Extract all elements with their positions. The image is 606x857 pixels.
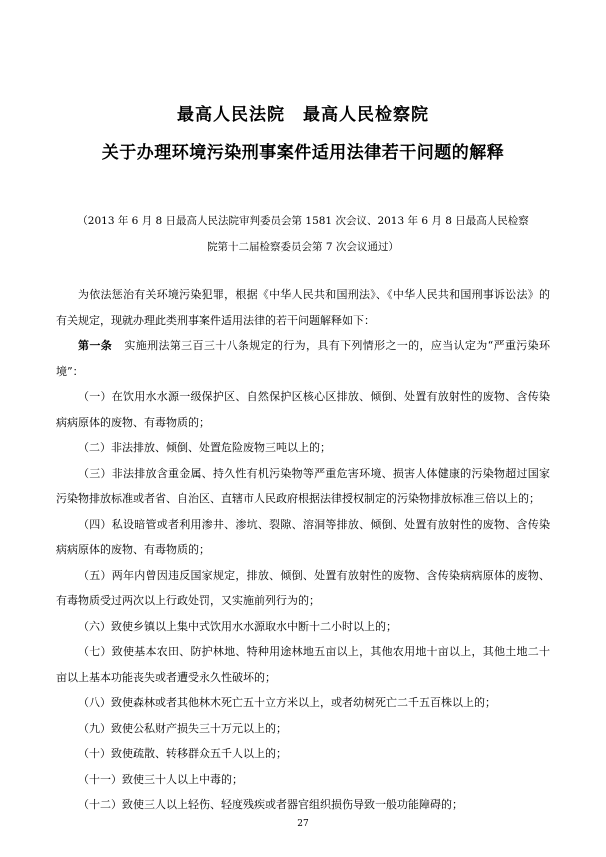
paragraph-text: （五）两年内曾因违反国家规定，排放、倾倒、处置有放射性的废物、含传染病病原体的废物、有毒物质受过两次以上行政处罚，又实施前列行为的； (56, 568, 550, 607)
paragraph-text: （七）致使基本农田、防护林地、特种用途林地五亩以上，其他农用地十亩以上，其他土地二十亩以上基本功能丧失或者遭受永久性破坏的； (56, 645, 550, 684)
paragraph-item-6 (56, 614, 550, 640)
paragraph-item-9 (56, 716, 550, 742)
paragraph-item-5 (56, 563, 550, 614)
paragraph-preamble (56, 282, 550, 333)
paragraph-item-3 (56, 461, 550, 512)
paragraph-item-12 (56, 792, 550, 818)
paragraph-text: 为依法惩治有关环境污染犯罪，根据《中华人民共和国刑法》、《中华人民共和国刑事诉讼法》的有关规定，现就办理此类刑事案件适用法律的若干问题解释如下： (56, 288, 550, 327)
paragraph-item-8 (56, 690, 550, 716)
paragraph-text: （九）致使公私财产损失三十万元以上的； (78, 721, 287, 735)
paragraph-text: （十）致使疏散、转移群众五千人以上的； (78, 747, 287, 760)
document-title (56, 96, 550, 172)
paragraph-text: （一）在饮用水水源一级保护区、自然保护区核心区排放、倾倒、处置有放射性的废物、含传染病病原体的废物、有毒物质的； (56, 390, 550, 429)
paragraph-item-10 (56, 741, 550, 767)
title-line-courts: 最高人民法院 最高人民检察院 (177, 105, 429, 125)
paragraph-text: 实施刑法第三百三十八条规定的行为，具有下列情形之一的，应当认定为“严重污染环境”： (56, 339, 551, 378)
paragraph-item-2 (56, 435, 550, 461)
title-line-subject: 关于办理环境污染刑事案件适用法律若干问题的解释 (101, 143, 505, 163)
article-label: 第一条 (78, 339, 113, 352)
paragraph-item-1 (56, 384, 550, 435)
paragraph-text: （二）非法排放、倾倒、处置危险废物三吨以上的； (78, 441, 331, 454)
page-number: 27 (297, 819, 309, 829)
paragraph-text: （三）非法排放含重金属、持久性有机污染物等严重危害环境、损害人体健康的污染物超过国家污染物排放标准或者省、自治区、直辖市人民政府根据法律授权制定的污染物排放标准三倍以上的； (56, 466, 550, 505)
paragraph-article-1 (56, 333, 550, 384)
promulgation-note (56, 208, 550, 260)
paragraph-text: （六）致使乡镇以上集中式饮用水水源取水中断十二小时以上的； (78, 619, 397, 633)
paragraph-text: （十二）致使三人以上轻伤、轻度残疾或者器官组织损伤导致一般功能障碍的； (78, 798, 463, 811)
document-body (56, 282, 550, 818)
paragraph-text: （四）私设暗管或者利用渗井、渗坑、裂隙、溶洞等排放、倾倒、处置有放射性的废物、含传染病病原体的废物、有毒物质的； (56, 517, 550, 556)
paragraph-item-7 (56, 639, 550, 690)
promulgation-line-1: （2013 年 6 月 8 日最高人民法院审判委员会第 1581 次会议、2013 年 6 月 8 日最高人民检察 (77, 215, 529, 227)
promulgation-line-2: 院第十二届检察委员会第 7 次会议通过） (207, 241, 399, 253)
paragraph-item-11 (56, 767, 550, 793)
paragraph-item-4 (56, 512, 550, 563)
paragraph-text: （八）致使森林或者其他林木死亡五十立方米以上，或者幼树死亡二千五百株以上的； (78, 696, 496, 709)
paragraph-text: （十一）致使三十人以上中毒的； (78, 772, 243, 786)
